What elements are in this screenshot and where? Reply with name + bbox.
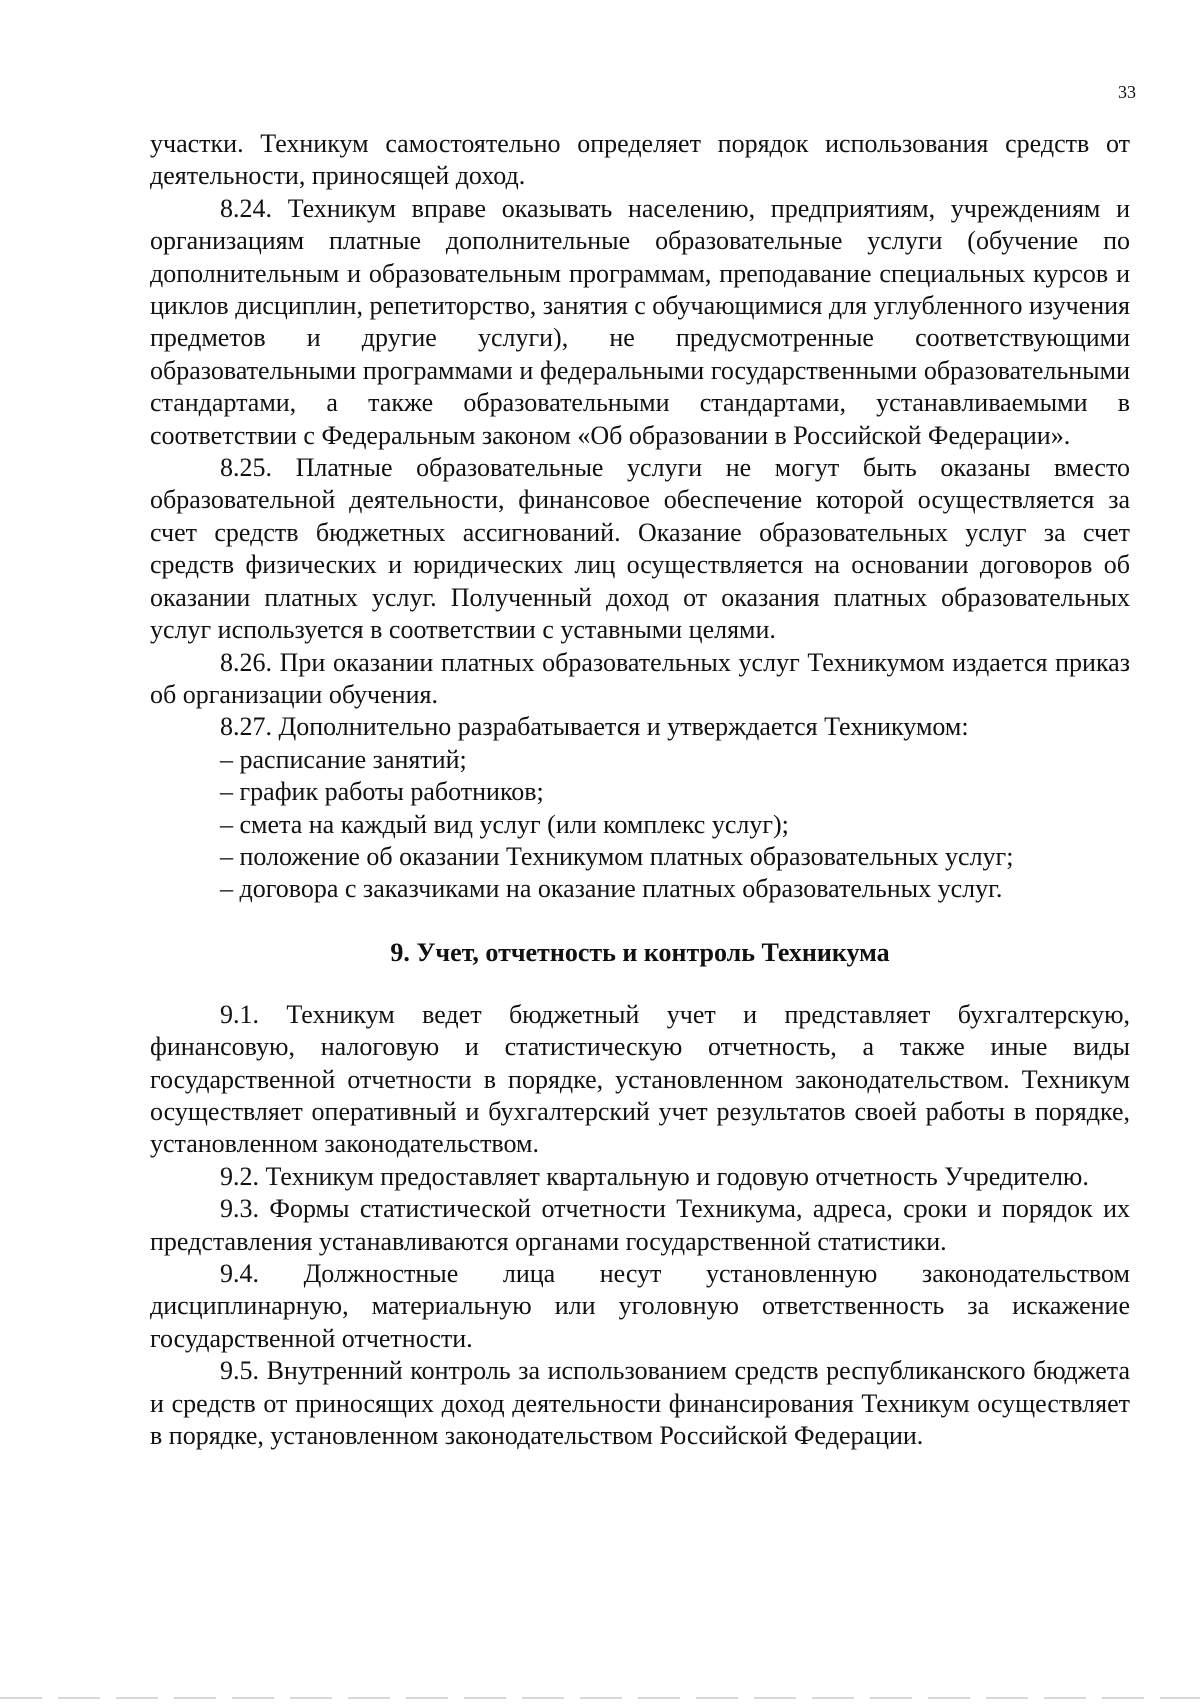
paragraph-8-25: 8.25. Платные образовательные услуги не могут быть оказаны вместо образовательной деятельности, финансовое обеспечение которой осуществляется за счет средств бюджетных ассигнований. Оказание образовательных услуг за счет средств физических и юридических лиц осуществляется на основании договоров об оказании платных услуг. Полученный доход от оказания платных образовательных услуг используется в соответствии с уставными целями. — [150, 453, 1130, 645]
paragraph-9-3: 9.3. Формы статистической отчетности Техникума, адреса, сроки и порядок их представления устанавливаются органами государственной статистики. — [150, 1194, 1130, 1256]
list-8-27 — [150, 744, 1130, 906]
paragraph-9-5: 9.5. Внутренний контроль за использованием средств республиканского бюджета и средств от приносящих доход деятельности финансирования Техникум осуществляет в порядке, установленном законодательством Российской Федерации. — [150, 1356, 1130, 1451]
list-item: – положение об оказании Техникумом платных образовательных услуг; — [220, 841, 1014, 871]
paragraph-continuation: участки. Техникум самостоятельно определяет порядок использования средств от деятельности, приносящей доход. — [150, 129, 1130, 191]
page-number: 33 — [1118, 82, 1136, 102]
document-body — [150, 128, 1130, 1452]
paragraph-9-2: 9.2. Техникум предоставляет квартальную и годовую отчетность Учредителю. — [220, 1161, 1089, 1191]
list-item: – график работы работников; — [220, 777, 544, 807]
paragraph-8-26: 8.26. При оказании платных образовательных услуг Техникумом издается приказ об организации обучения. — [150, 647, 1130, 709]
section-heading: 9. Учет, отчетность и контроль Техникума — [390, 937, 890, 967]
paragraph-9-1: 9.1. Техникум ведет бюджетный учет и представляет бухгалтерскую, финансовую, налоговую и статистическую отчетность, а также иные виды государственной отчетности в порядке, установленном законодательством. Техникум осуществляет оперативный и бухгалтерский учет результатов своей работы в порядке, установленном законодательством. — [150, 999, 1130, 1159]
paragraph-8-24: 8.24. Техникум вправе оказывать населению, предприятиям, учреждениям и организациям платные дополнительные образовательные услуги (обучение по дополнительным и образовательным программам, преподавание специальных курсов и циклов дисциплин, репетиторство, занятия с обучающимися для углубленного изучения предметов и другие услуги), не предусмотренные соответствующими образовательными программами и федеральными государственными образовательными стандартами, а также образовательными стандартами, устанавливаемыми в соответствии с Федеральным законом «Об образовании в Российской Федерации». — [150, 193, 1130, 450]
paragraph-9-4: 9.4. Должностные лица несут установленную законодательством дисциплинарную, материальную или уголовную ответственность за искажение государственной отчетности. — [150, 1259, 1130, 1353]
list-item: – расписание занятий; — [220, 744, 467, 774]
paragraph-8-27: 8.27. Дополнительно разрабатывается и утверждается Техникумом: — [220, 712, 969, 742]
scan-edge-line — [0, 1697, 1200, 1699]
list-item: – смета на каждый вид услуг (или комплекс услуг); — [220, 809, 789, 839]
list-item: – договора с заказчиками на оказание платных образовательных услуг. — [220, 874, 1003, 904]
